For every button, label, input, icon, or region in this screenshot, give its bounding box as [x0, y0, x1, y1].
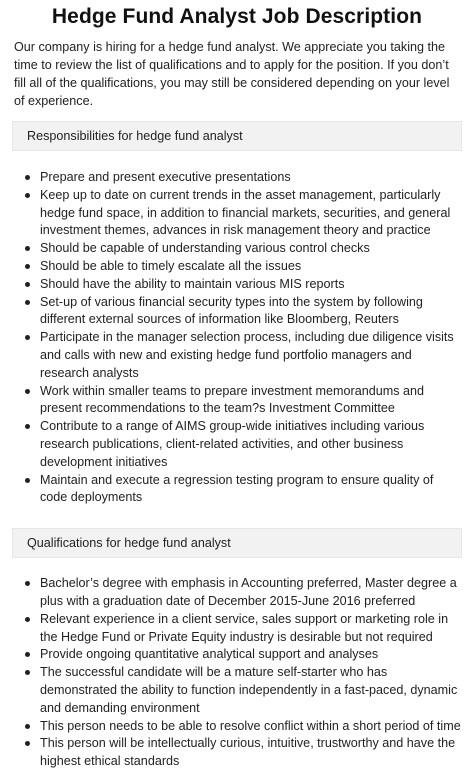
list-item [24, 646, 462, 664]
bullet-icon [25, 478, 30, 483]
bullet-icon [25, 282, 30, 287]
list-item-text: The successful candidate will be a mature self-starter who has demonstrated the ability to function independently in a fast-paced, dynamic and demanding environment [40, 665, 458, 715]
list-item [24, 418, 462, 471]
list-item-text: Keep up to date on current trends in the asset management, particularly hedge fund space, in addition to financial markets, securities, and general investment themes, advances in risk management theory and practice [40, 187, 451, 238]
page-title: Hedge Fund Analyst Job Description [51, 5, 423, 28]
list-item-text: Relevant experience in a client service, sales support or marketing role in the Hedge Fund or Private Equity industry is desirable but not required [40, 611, 449, 644]
bullet-icon [25, 335, 30, 340]
responsibilities-header [12, 121, 462, 151]
list-item [24, 664, 462, 717]
list-item [24, 294, 462, 330]
bullet-icon [25, 670, 30, 675]
bullet-icon [25, 193, 30, 198]
bullet-icon [25, 617, 30, 622]
list-item-text: This person will be intellectually curious, intuitive, trustworthy and have the highest ethical standards [40, 736, 456, 769]
list-item [24, 575, 462, 611]
list-item [24, 472, 462, 508]
bullet-icon [25, 741, 30, 746]
bullet-icon [25, 581, 30, 586]
list-item [24, 383, 462, 419]
list-item [24, 258, 462, 276]
list-item-text: This person needs to be able to resolve conflict within a short period of time [40, 718, 461, 733]
list-item-text: Work within smaller teams to prepare investment memorandums and present recommendations to the team?s Investment Committee [40, 383, 425, 416]
list-item-text: Participate in the manager selection process, including due diligence visits and calls with new and existing hedge fund portfolio managers and research analysts [40, 330, 454, 380]
bullet-icon [25, 424, 30, 429]
list-item-text: Maintain and execute a regression testing program to ensure quality of code deployments [40, 472, 434, 505]
bullet-icon [25, 724, 30, 729]
section-spacer [0, 507, 474, 517]
qualifications-list [0, 575, 474, 771]
list-item [24, 276, 462, 294]
bullet-icon [25, 175, 30, 180]
list-item-text: Should have the ability to maintain various MIS reports [40, 276, 345, 291]
list-item [24, 187, 462, 240]
list-item [24, 718, 462, 736]
list-item-text: Prepare and present executive presentations [40, 170, 291, 184]
qualifications-heading: Qualifications for hedge fund analyst [27, 536, 231, 551]
responsibilities-list [0, 169, 474, 507]
responsibilities-heading: Responsibilities for hedge fund analyst [27, 129, 243, 143]
list-item [24, 169, 462, 187]
list-item-text: Set-up of various financial security types into the system by following different external sources of information like Bloomberg, Reuters [40, 294, 423, 327]
list-item [24, 611, 462, 647]
bullet-icon [25, 652, 30, 657]
list-item-text: Should be capable of understanding various control checks [40, 241, 370, 256]
list-item-text: Bachelor’s degree with emphasis in Accounting preferred, Master degree a plus with a graduation date of December 2015-June 2016 preferred [40, 576, 457, 608]
list-item [24, 240, 462, 258]
list-item-text: Provide ongoing quantitative analytical support and analyses [40, 647, 379, 662]
bullet-icon [25, 246, 30, 251]
list-item-text: Contribute to a range of AIMS group-wide initiatives including various research publications, client-related activities, and other business development initiatives [40, 419, 425, 469]
intro-paragraph: Our company is hiring for a hedge fund analyst. We appreciate you taking the time to review the list of qualifications and to apply for the position. If you don’t fill all of the qualifications, you may still be considered depending on your level of experience. [14, 40, 450, 108]
bullet-icon [25, 264, 30, 269]
list-item [24, 329, 462, 382]
bullet-icon [25, 300, 30, 305]
bullet-icon [25, 389, 30, 394]
list-item-text: Should be able to timely escalate all the issues [40, 258, 302, 273]
qualifications-header [12, 528, 462, 558]
